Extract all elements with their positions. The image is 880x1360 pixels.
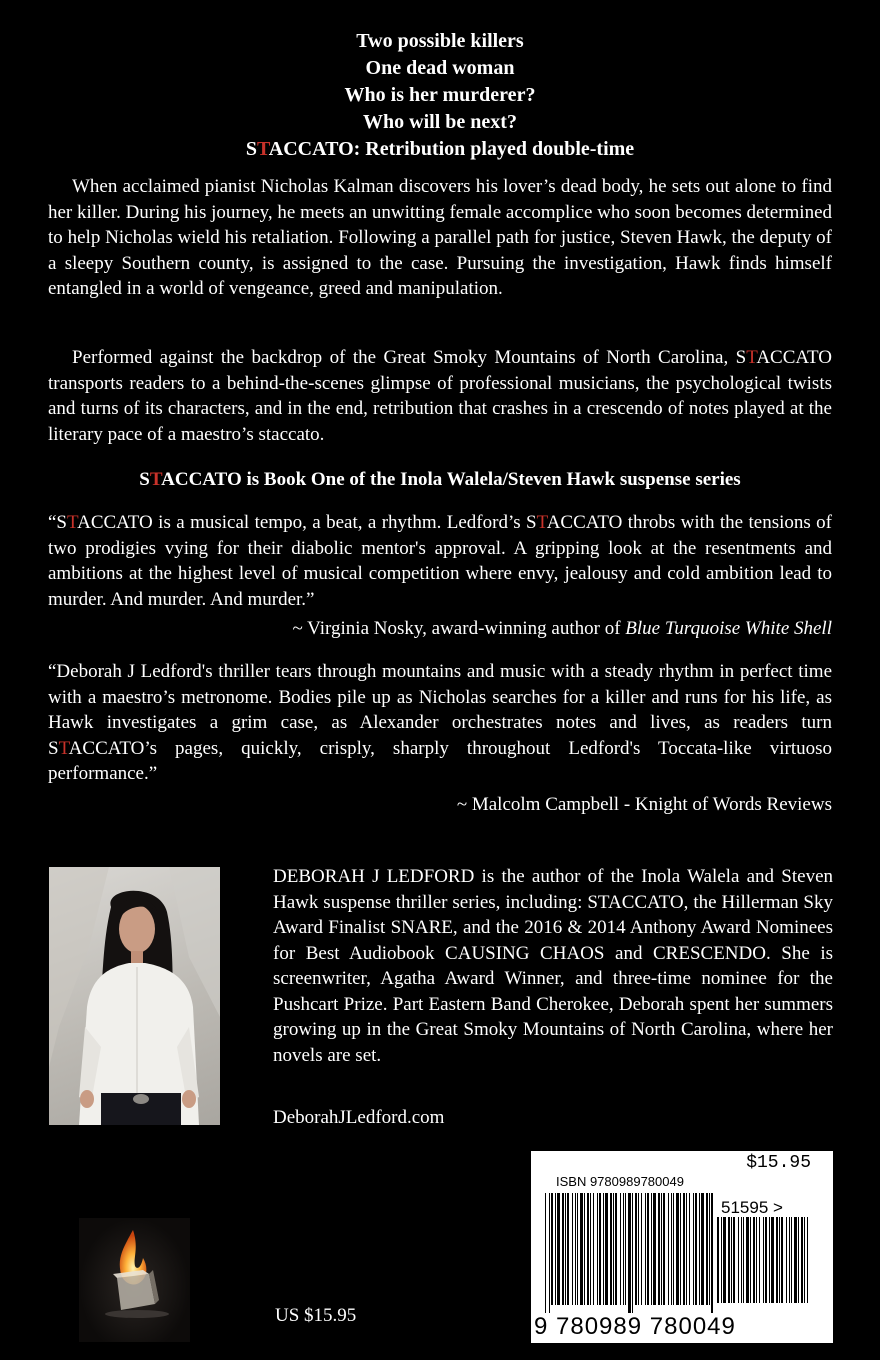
barcode-bar bbox=[587, 1193, 589, 1305]
price-code: 51595 > bbox=[721, 1198, 783, 1217]
publisher-logo bbox=[79, 1218, 190, 1342]
series-rest: ACCATO is Book One of the Inola Walela/Steven Hawk suspense series bbox=[161, 469, 741, 490]
barcode-bar bbox=[610, 1193, 612, 1305]
barcode-bar bbox=[741, 1217, 742, 1303]
barcode-bar bbox=[551, 1193, 553, 1305]
tagline-line: Who is her murderer? bbox=[344, 84, 536, 106]
barcode-bar bbox=[620, 1193, 621, 1305]
barcode-bar bbox=[599, 1193, 601, 1305]
barcode-bar bbox=[676, 1193, 679, 1305]
barcode-bar bbox=[731, 1217, 732, 1303]
tagline-line: One dead woman bbox=[365, 57, 515, 79]
barcode-bar bbox=[706, 1193, 708, 1305]
barcode-bar bbox=[663, 1193, 665, 1305]
barcode-bar bbox=[557, 1193, 560, 1305]
q1-open: “S bbox=[48, 512, 67, 533]
barcode-bar bbox=[693, 1193, 694, 1305]
barcode-bar bbox=[555, 1193, 556, 1305]
barcode-bar bbox=[728, 1217, 730, 1303]
barcode-bar bbox=[746, 1217, 749, 1303]
barcode-bar bbox=[779, 1217, 780, 1303]
barcode-bar bbox=[647, 1193, 649, 1305]
synopsis-paragraph-1: When acclaimed pianist Nicholas Kalman discovers his lover’s dead body, he sets out alone to find her killer. During his journey, he meets an unwitting female accomplice who soon becomes determined to help Nicholas wield his retaliation. Following a parallel path for justice, Steven Hawk, the deputy of a sleepy Southern county, is assigned to the case. Pursuing the investigation, Hawk finds himself entangled in a world of vengeance, greed and manipulation. bbox=[48, 176, 832, 299]
barcode-bar bbox=[680, 1193, 681, 1305]
barcode-bar bbox=[711, 1193, 713, 1313]
series-statement bbox=[0, 469, 880, 491]
q1-red-t2: T bbox=[536, 512, 547, 533]
barcode-bar bbox=[641, 1193, 642, 1305]
q1-rest: ACCATO throbs with the tensions of two prodigies vying for their diabolic mentor's approval. A gripping look at the resentments and ambitions at the highest level of musical competition where envy, jealousy and cold ambition lead to murder. And murder. And murder.” bbox=[48, 512, 832, 610]
barcode-bar bbox=[756, 1217, 757, 1303]
isbn-digits: 9 780989 780049 bbox=[534, 1313, 736, 1340]
synopsis-paragraph-2 bbox=[48, 345, 832, 447]
barcode-bar bbox=[776, 1217, 778, 1303]
barcode-bar bbox=[786, 1217, 787, 1303]
barcode-bar bbox=[668, 1193, 669, 1305]
q1-attribution: ~ Virginia Nosky, award-winning author of bbox=[292, 618, 626, 639]
p2-text: Performed against the backdrop of the Great Smoky Mountains of North Carolina, bbox=[72, 347, 736, 368]
barcode-bar bbox=[572, 1193, 573, 1305]
barcode-bar bbox=[801, 1217, 803, 1303]
barcode-bar bbox=[759, 1217, 760, 1303]
barcode-bar bbox=[671, 1193, 672, 1305]
barcode-bar bbox=[807, 1217, 808, 1303]
barcode-bar bbox=[765, 1217, 767, 1303]
barcode-bar bbox=[721, 1217, 722, 1303]
barcode-bar bbox=[575, 1193, 576, 1305]
q1-mid: ACCATO is a musical tempo, a beat, a rhythm. Ledford’s S bbox=[77, 512, 537, 533]
q2-rest: ACCATO’s pages, quickly, crisply, sharply throughout Ledford's Toccata-like virtuoso performance.” bbox=[48, 737, 832, 784]
barcode-bar bbox=[699, 1193, 700, 1305]
barcode-bar bbox=[567, 1193, 569, 1305]
barcode-bar bbox=[580, 1193, 583, 1305]
review-quote-1 bbox=[48, 510, 832, 612]
barcode-bar bbox=[695, 1193, 697, 1305]
barcode-bar bbox=[597, 1193, 598, 1305]
barcode-bar bbox=[701, 1193, 704, 1305]
barcode-bar bbox=[683, 1193, 685, 1305]
barcode-bar bbox=[763, 1217, 764, 1303]
barcode-bar bbox=[723, 1217, 726, 1303]
barcode-bar bbox=[717, 1217, 719, 1303]
q1-book-title: Blue Turquoise White Shell bbox=[625, 618, 832, 639]
barcode-bar bbox=[584, 1193, 585, 1305]
barcode-bar bbox=[615, 1193, 617, 1305]
barcode-bar bbox=[794, 1217, 797, 1303]
barcode-bar bbox=[733, 1217, 735, 1303]
barcode-bar bbox=[605, 1193, 608, 1305]
us-price: US $15.95 bbox=[275, 1305, 357, 1326]
tagline-line: Two possible killers bbox=[356, 30, 524, 52]
barcode-bar bbox=[613, 1193, 614, 1305]
barcode-bar bbox=[743, 1217, 744, 1303]
flame-cube-icon bbox=[79, 1218, 190, 1342]
title-rest: ACCATO: Retribution played double-time bbox=[268, 138, 635, 160]
barcode-bar bbox=[603, 1193, 604, 1305]
barcode-bar bbox=[651, 1193, 652, 1305]
barcode-bar bbox=[653, 1193, 656, 1305]
barcode-bar bbox=[628, 1193, 631, 1313]
barcode-bar bbox=[709, 1193, 710, 1305]
barcode-bar bbox=[804, 1217, 805, 1303]
q2-pre: “Deborah J Ledford's thriller tears through mountains and music with a steady rhythm in perfect time with a maestro’s metronome. Bodies pile up as Nicholas searches for a killer and runs for his life, as Hawk investigates a grim case, as Alexander orchestrates notes and lives, as readers turn S bbox=[48, 661, 832, 759]
barcode-bar bbox=[750, 1217, 751, 1303]
barcode-bar bbox=[590, 1193, 591, 1305]
barcode-bar bbox=[623, 1193, 624, 1305]
tagline-title-line bbox=[0, 136, 880, 163]
barcode-bar bbox=[769, 1217, 770, 1303]
barcode-bar bbox=[638, 1193, 639, 1305]
barcode-bar bbox=[798, 1217, 799, 1303]
p2-rest: ACCATO transports readers to a behind-the-scenes glimpse of professional musicians, the psychological twists and turns of its characters, and in the end, retribution that crashes in a crescendo of notes played at the literary pace of a maestro’s staccato. bbox=[48, 347, 832, 445]
barcode-bar bbox=[635, 1193, 637, 1305]
barcode-bar bbox=[565, 1193, 566, 1305]
author-bio: DEBORAH J LEDFORD is the author of the Inola Walela and Steven Hawk suspense thriller series, including: STACCATO, the Hillerman Sky Award Finalist SNARE, and the 2016 & 2014 Anthony Award Nominees for Best Audiobook CAUSING CHAOS and CRESCENDO. She is screenwriter, Agatha Award Winner, and three-time nominee for the Pushcart Prize. Part Eastern Band Cherokee, Deborah spent her summers growing up in the Great Smoky Mountains of North Carolina, where her novels are set. bbox=[273, 866, 833, 1066]
barcode-bar bbox=[771, 1217, 774, 1303]
barcode-bar bbox=[738, 1217, 739, 1303]
title-letter: S bbox=[245, 138, 257, 160]
barcode-bar bbox=[789, 1217, 790, 1303]
barcode-bar bbox=[593, 1193, 594, 1305]
barcode-bar bbox=[645, 1193, 646, 1305]
review-attribution-2: ~ Malcolm Campbell - Knight of Words Reviews bbox=[456, 794, 832, 815]
barcode-price: $15.95 bbox=[746, 1153, 811, 1173]
series-red-t: T bbox=[149, 469, 162, 490]
q2-red-t: T bbox=[58, 737, 69, 759]
barcode-bar bbox=[791, 1217, 792, 1303]
isbn-barcode bbox=[545, 1193, 717, 1313]
isbn-label: ISBN 9780989780049 bbox=[556, 1174, 684, 1189]
price-barcode bbox=[717, 1217, 813, 1311]
barcode-panel bbox=[531, 1151, 833, 1343]
barcode-bar bbox=[753, 1217, 755, 1303]
tagline-line: Who will be next? bbox=[363, 111, 517, 133]
barcode-bar bbox=[562, 1193, 564, 1305]
barcode-bar bbox=[577, 1193, 578, 1305]
author-website: DeborahJLedford.com bbox=[273, 1107, 445, 1128]
barcode-bar bbox=[661, 1193, 662, 1305]
author-photo bbox=[49, 867, 220, 1125]
barcode-bar bbox=[673, 1193, 674, 1305]
barcode-bar bbox=[632, 1193, 633, 1313]
q1-red-t: T bbox=[67, 512, 78, 533]
review-quote-2 bbox=[48, 659, 832, 787]
p2-red-t: T bbox=[746, 347, 757, 368]
barcode-bar bbox=[549, 1193, 550, 1313]
title-red-letter: T bbox=[256, 138, 269, 160]
barcode-bar bbox=[686, 1193, 687, 1305]
barcode-bar bbox=[625, 1193, 626, 1305]
tagline-block bbox=[0, 28, 880, 163]
series-s: S bbox=[139, 469, 150, 490]
barcode-bar bbox=[689, 1193, 690, 1305]
barcode-bar bbox=[545, 1193, 546, 1313]
barcode-bar bbox=[781, 1217, 783, 1303]
author-portrait-illustration bbox=[49, 867, 220, 1125]
p2-s: S bbox=[735, 347, 747, 368]
barcode-bar bbox=[658, 1193, 660, 1305]
review-attribution-1 bbox=[293, 616, 833, 641]
